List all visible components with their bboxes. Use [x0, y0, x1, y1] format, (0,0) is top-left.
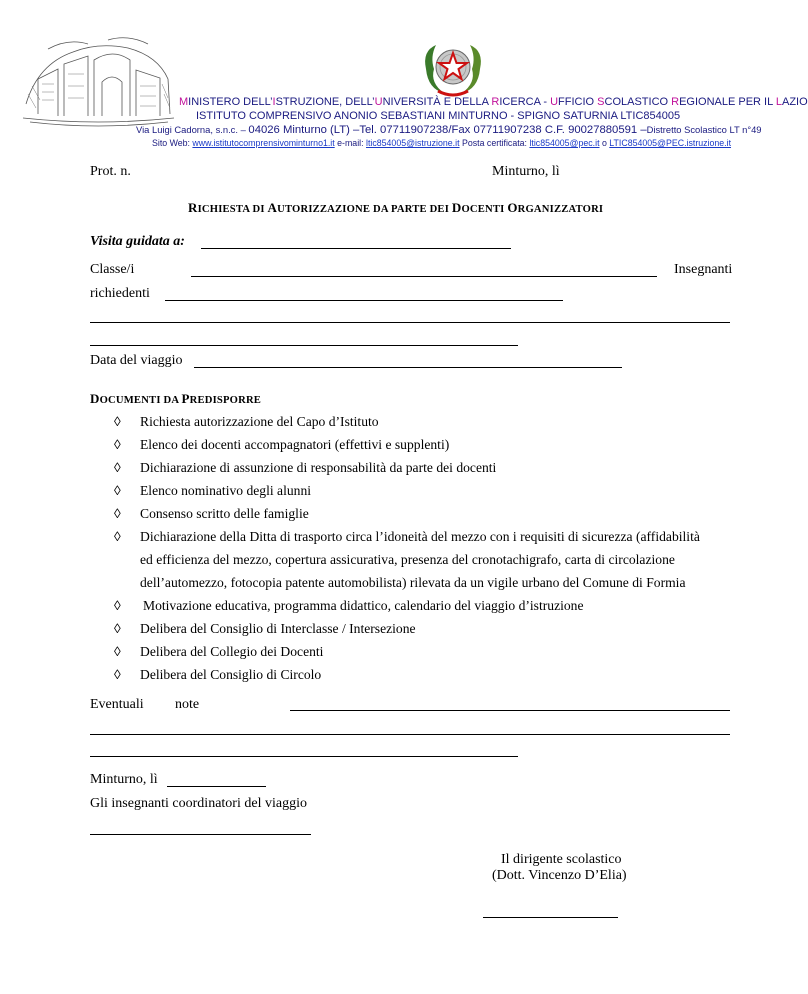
- header-text: FFICIO: [558, 96, 598, 108]
- document-item-label: Richiesta autorizzazione del Capo d’Istituto: [140, 414, 379, 429]
- title-fragment: D: [451, 200, 462, 215]
- pec-label: Posta certificata:: [459, 138, 530, 148]
- ministry-header-line: [179, 96, 808, 108]
- note-field-line-1[interactable]: [290, 710, 730, 711]
- district-info: Distretto Scolastico LT n°49: [646, 124, 762, 135]
- web-label: Sito Web:: [152, 138, 193, 148]
- richiedenti-field[interactable]: [165, 300, 563, 301]
- coordinatori-signature-field[interactable]: [90, 834, 311, 835]
- document-item-label: ed efficienza del mezzo, copertura assicurativa, presenza del cronotachigrafo, carta di circolazione: [140, 552, 675, 567]
- header-initial: U: [550, 96, 559, 108]
- header-text: AZIO: [782, 96, 808, 108]
- document-item-label: Motivazione educativa, programma didattico, calendario del viaggio d’istruzione: [143, 598, 584, 613]
- note-field-line-3[interactable]: [90, 756, 518, 757]
- document-item: [114, 598, 584, 614]
- insegnanti-field-line-1[interactable]: [90, 322, 730, 323]
- pec-link[interactable]: ltic854005@pec.it: [529, 138, 600, 148]
- document-item-label: Dichiarazione di assunzione di responsabilità da parte dei docenti: [140, 460, 497, 475]
- republic-emblem-icon: [418, 39, 488, 101]
- classe-label: Classe/i: [90, 262, 135, 277]
- document-item-label: Consenso scritto delle famiglie: [140, 506, 309, 521]
- document-item: [114, 575, 685, 591]
- web-contacts-line: [152, 138, 731, 148]
- title-fragment: O: [507, 200, 518, 215]
- document-item-label: Elenco nominativo degli alunni: [140, 483, 312, 498]
- diamond-bullet-icon: ◊: [114, 529, 121, 544]
- data-viaggio-label: Data del viaggio: [90, 353, 183, 368]
- title-fragment: REDISPORRE: [189, 395, 262, 406]
- school-name-line: ISTITUTO COMPRENSIVO ANONIO SEBASTIANI MINTURNO - SPIGNO SATURNIA LTIC854005: [196, 110, 681, 122]
- protocol-number-label: Prot. n.: [90, 164, 131, 179]
- address-street: Via Luigi Cadorna, s.n.c. –: [136, 124, 249, 135]
- document-item: [114, 460, 496, 476]
- title-fragment: R: [188, 200, 198, 215]
- header-initial: L: [775, 96, 782, 108]
- email-link[interactable]: ltic854005@istruzione.it: [366, 138, 460, 148]
- diamond-bullet-icon: ◊: [114, 414, 121, 429]
- document-item: [114, 414, 379, 430]
- header-text: EGIONALE PER IL: [679, 96, 776, 108]
- document-item-label: dell’automezzo, fotocopia patente automobilista) rilevata da un vigile urbano del Comune di Formia: [140, 575, 686, 590]
- header-initial: R: [491, 96, 500, 108]
- title-fragment: D: [90, 391, 100, 406]
- header-text: STRUZIONE, DELL’: [275, 96, 375, 108]
- data-viaggio-field[interactable]: [194, 367, 622, 368]
- insegnanti-label: Insegnanti: [674, 262, 733, 277]
- document-title: [188, 200, 603, 216]
- minturno-li-label: Minturno, lì: [90, 772, 158, 787]
- visita-guidata-field[interactable]: [201, 248, 511, 249]
- header-text: NIVERSITÀ E DELLA: [382, 96, 492, 108]
- diamond-bullet-icon: ◊: [114, 460, 121, 475]
- title-fragment: OCUMENTI DA: [99, 395, 182, 406]
- header-text: COLASTICO: [604, 96, 672, 108]
- documents-section-title: [90, 391, 261, 407]
- diamond-bullet-icon: ◊: [114, 437, 121, 452]
- email-label: e-mail:: [334, 138, 366, 148]
- insegnanti-field-line-2[interactable]: [90, 345, 518, 346]
- classe-field[interactable]: [191, 276, 657, 277]
- or-separator: o: [599, 138, 610, 148]
- eventuali-label: Eventuali: [90, 697, 144, 712]
- document-item: [114, 437, 449, 453]
- visita-guidata-label: Visita guidata a:: [90, 234, 185, 249]
- diamond-bullet-icon: ◊: [114, 483, 121, 498]
- address-line: [136, 124, 762, 136]
- title-fragment: UTORIZZAZIONE DA PARTE DEI: [277, 204, 452, 215]
- document-item: [114, 644, 323, 660]
- document-item: [114, 621, 416, 637]
- header-initial: I: [272, 96, 276, 108]
- header-initial: M: [179, 96, 189, 108]
- diamond-bullet-icon: ◊: [114, 598, 121, 613]
- document-item-label: Delibera del Collegio dei Docenti: [140, 644, 324, 659]
- header-initial: U: [374, 96, 383, 108]
- diamond-bullet-icon: ◊: [114, 621, 121, 636]
- dirigente-name: (Dott. Vincenzo D’Elia): [492, 868, 627, 883]
- place-date-label: Minturno, lì: [492, 164, 560, 179]
- document-item-label: Delibera del Consiglio di Interclasse / Intersezione: [140, 621, 416, 636]
- note-field-line-2[interactable]: [90, 734, 730, 735]
- document-item-label: Elenco dei docenti accompagnatori (effettivi e supplenti): [140, 437, 450, 452]
- diamond-bullet-icon: ◊: [114, 506, 121, 521]
- header-initial: R: [671, 96, 680, 108]
- document-item: [114, 483, 311, 499]
- richiedenti-label: richiedenti: [90, 286, 150, 301]
- dirigente-signature-field[interactable]: [483, 917, 618, 918]
- title-fragment: ICHIESTA DI: [197, 204, 268, 215]
- title-fragment: P: [181, 391, 190, 406]
- diamond-bullet-icon: ◊: [114, 667, 121, 682]
- note-label: note: [175, 697, 200, 712]
- document-item-label: Delibera del Consiglio di Circolo: [140, 667, 322, 682]
- document-item-label: Dichiarazione della Ditta di trasporto circa l’idoneità del mezzo con i requisiti di sicurezza (affidabilità: [140, 529, 700, 544]
- address-contacts: 04026 Minturno (LT) –Tel. 07711907238/Fax 07711907238 C.F. 90027880591 –: [248, 124, 647, 136]
- footer-date-field[interactable]: [167, 786, 266, 787]
- document-item: [114, 667, 321, 683]
- document-item: [114, 552, 675, 568]
- title-fragment: A: [267, 200, 278, 215]
- title-fragment: RGANIZZATORI: [517, 204, 604, 215]
- pec-istruzione-link[interactable]: LTIC854005@PEC.istruzione.it: [609, 138, 732, 148]
- coordinatori-label: Gli insegnanti coordinatori del viaggio: [90, 796, 307, 811]
- school-sketch-logo: [18, 34, 178, 130]
- title-fragment: OCENTI: [461, 204, 508, 215]
- header-text: ICERCA -: [499, 96, 551, 108]
- document-item: [114, 506, 309, 522]
- dirigente-title: Il dirigente scolastico: [501, 852, 622, 867]
- website-link[interactable]: www.istitutocomprensivominturno1.it: [192, 138, 335, 148]
- document-item: [114, 529, 700, 545]
- header-text: INISTERO DELL’: [188, 96, 273, 108]
- header-initial: S: [597, 96, 605, 108]
- diamond-bullet-icon: ◊: [114, 644, 121, 659]
